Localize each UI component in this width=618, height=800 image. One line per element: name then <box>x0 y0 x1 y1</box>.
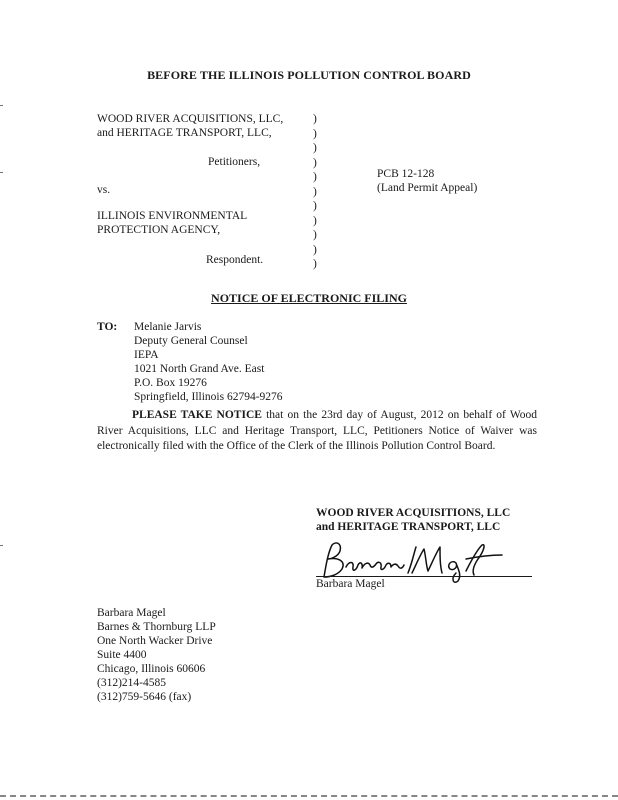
attorney-line: Barnes & Thornburg LLP <box>97 621 216 633</box>
recipient-line: Deputy General Counsel <box>134 335 248 347</box>
attorney-line: (312)214-4585 <box>97 677 166 689</box>
respondent-line-2: PROTECTION AGENCY, <box>97 224 221 236</box>
recipient-line: P.O. Box 19276 <box>134 377 207 389</box>
bottom-scan-edge <box>0 795 618 797</box>
signature-party-line-2: and HERITAGE TRANSPORT, LLC <box>316 521 501 533</box>
margin-mark <box>0 172 3 173</box>
respondent-label: Respondent. <box>206 254 264 266</box>
page-heading: BEFORE THE ILLINOIS POLLUTION CONTROL BOARD <box>147 68 471 82</box>
attorney-line: One North Wacker Drive <box>97 635 213 647</box>
caption-parentheses: ) ) ) ) ) ) ) ) ) ) ) <box>313 113 317 270</box>
attorney-contact <box>97 606 216 704</box>
margin-mark <box>0 105 3 106</box>
notice-text: that on the 23rd day of August, 2012 on behalf of Wood River Acquisitions, LLC and Heritage Transport, LLC, Petitioners Notice of Waiver was electronically filed with the Office of the Clerk of the Illinois Pollution Control Board. <box>97 409 538 452</box>
case-number: PCB 12-128 <box>377 168 435 180</box>
notice-title: NOTICE OF ELECTRONIC FILING <box>211 291 407 305</box>
notice-lead: PLEASE TAKE NOTICE <box>132 409 262 421</box>
respondent-line-1: ILLINOIS ENVIRONMENTAL <box>97 210 248 222</box>
to-label: TO: <box>97 321 118 333</box>
versus: vs. <box>97 184 111 196</box>
signature-party-line-1: WOOD RIVER ACQUISITIONS, LLC <box>316 507 511 519</box>
attorney-line: Barbara Magel <box>97 607 166 619</box>
recipient-line: IEPA <box>134 349 159 361</box>
recipient-address <box>134 320 283 404</box>
attorney-line: (312)759-5646 (fax) <box>97 691 192 703</box>
petitioners-label: Petitioners, <box>208 156 261 168</box>
attorney-line: Chicago, Illinois 60606 <box>97 663 206 675</box>
notice-paragraph <box>97 408 537 455</box>
petitioner-line-1: WOOD RIVER ACQUISITIONS, LLC, <box>97 113 284 125</box>
petitioner-line-2: and HERITAGE TRANSPORT, LLC, <box>97 127 272 139</box>
signer-name: Barbara Magel <box>316 578 385 590</box>
recipient-line: Melanie Jarvis <box>134 321 202 333</box>
case-type: (Land Permit Appeal) <box>377 182 478 194</box>
margin-mark <box>0 545 3 546</box>
attorney-line: Suite 4400 <box>97 649 147 661</box>
recipient-line: 1021 North Grand Ave. East <box>134 363 265 375</box>
recipient-line: Springfield, Illinois 62794-9276 <box>134 391 283 403</box>
